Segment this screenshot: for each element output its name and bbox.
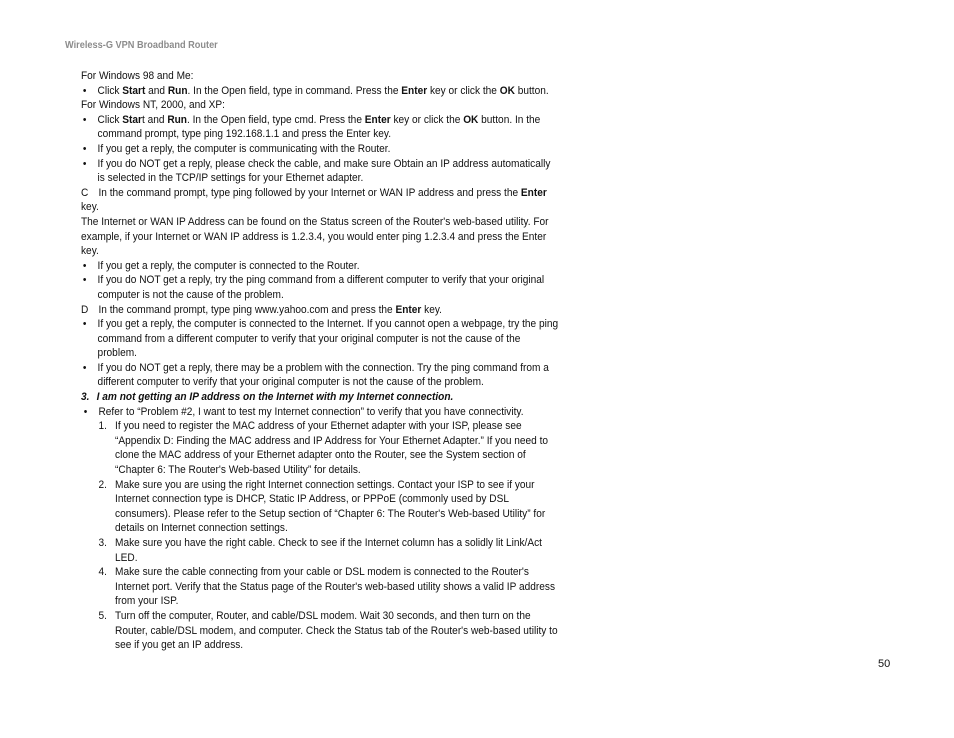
wan-paragraph: The Internet or WAN IP Address can be found on the Status screen of the Router's web-based utility. For example, if your Internet or WAN IP address is 1.2.3.4, you would enter ping 1.2.3.4 and press the Enter key. [81,215,549,258]
question-3-heading: 3. I am not getting an IP address on the Internet with my Internet connection. [81,391,454,404]
winnt-heading: For Windows NT, 2000, and XP: [81,99,225,112]
step-c: C In the command prompt, type ping followed by your Internet or WAN IP address and press the Enter key. [81,186,547,214]
q3-step: 3. Make sure you have the right cable. Check to see if the Internet column has a solidly lit Link/Act LED. [98,537,542,564]
bullet-reply-internet: • If you get a reply, the computer is connected to the Internet. If you cannot open a webpage, try the ping command from a different computer to verify that your original computer is not the cause of the problem. [81,317,559,361]
page-body [81,69,559,653]
q3-step: 1. If you need to register the MAC address of your Ethernet adapter with your ISP, please see “Appendix D: Finding the MAC address and IP Address for Your Ethernet Adapter.” If you need to clone the MAC address of your Ethernet adapter onto the Router, see the System section of “Chapter 6: The Router's Web-based Utility” for details. [98,420,549,477]
q3-step: 5. Turn off the computer, Router, and cable/DSL modem. Wait 30 seconds, and then turn on the Router, cable/DSL modem, and computer. Check the Status tab of the Router's web-based utility to see if you get an IP address. [98,609,558,652]
win98-bullet: • Click Start and Run. In the Open field, type in command. Press the Enter key or click the OK button. [81,84,559,99]
win98-heading: For Windows 98 and Me: [81,70,194,82]
q3-step: 2. Make sure you are using the right Internet connection settings. Contact your ISP to see if your Internet connection type is DHCP, Static IP Address, or PPPoE (commonly used by DSL consumers). Please refer to the Setup section of “Chapter 6: The Router's Web-based Utility” for details on Internet connection settings. [98,478,546,535]
bullet-reply-connected-router: • If you get a reply, the computer is connected to the Router. [81,259,559,274]
bullet-noreply-other-computer: • If you do NOT get a reply, try the ping command from a different computer to verify that your original computer is not the cause of the problem. [81,273,559,302]
bullet-noreply-cable: • If you do NOT get a reply, please check the cable, and make sure Obtain an IP address automatically is selected in the TCP/IP settings for your Ethernet adapter. [81,157,559,186]
question-3-bullet: • Refer to “Problem #2, I want to test my Internet connection” to verify that you have connectivity. [81,405,559,420]
q3-step: 4. Make sure the cable connecting from your cable or DSL modem is connected to the Router's Internet port. Verify that the Status page of the Router's web-based utility shows a valid IP address from your ISP. [98,566,556,608]
bullet-noreply-connection: • If you do NOT get a reply, there may be a problem with the connection. Try the ping command from a different computer to verify that your original computer is not the cause of the problem. [81,361,559,390]
page-number: 50 [878,658,891,670]
bullet-reply-router: • If you get a reply, the computer is communicating with the Router. [81,142,559,157]
winnt-bullet: • Click Start and Run. In the Open field, type cmd. Press the Enter key or click the OK button. In the command prompt, type ping 192.168.1.1 and press the Enter key. [81,113,559,142]
step-d: D In the command prompt, type ping www.yahoo.com and press the Enter key. [81,303,442,316]
running-header: Wireless-G VPN Broadband Router [65,40,218,51]
